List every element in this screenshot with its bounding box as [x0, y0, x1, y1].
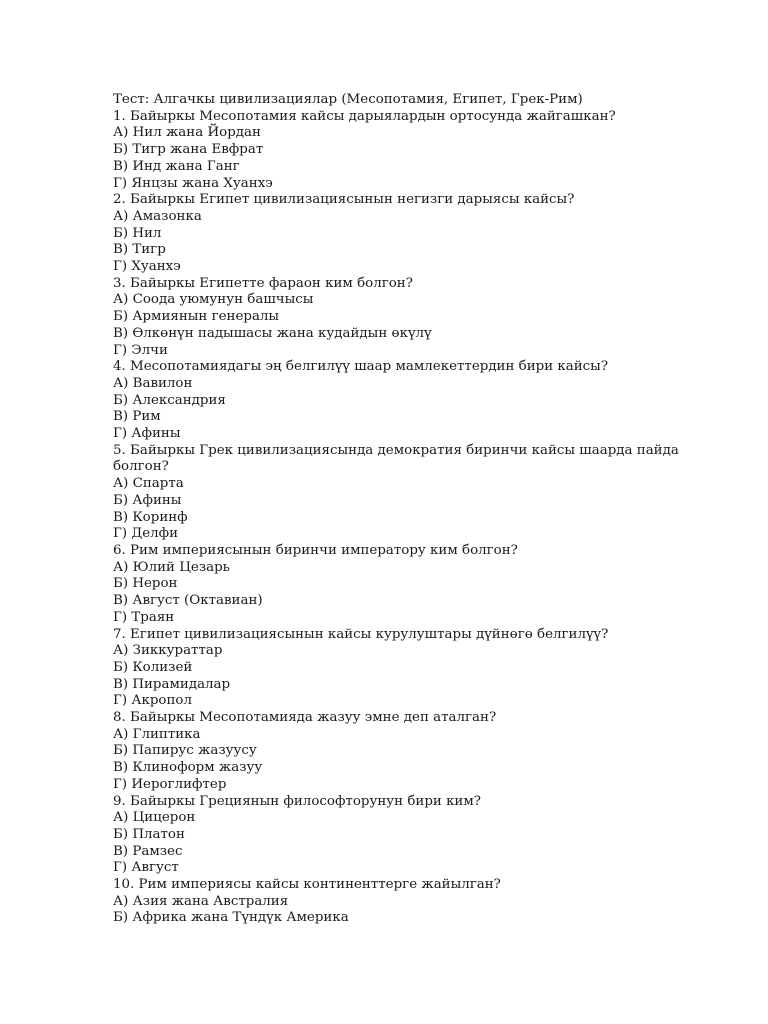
question-4-option-c: В) Рим — [113, 409, 161, 425]
question-1: 1. Байыркы Месопотамия кайсы дарыялардын ортосунда жайгашкан? — [113, 108, 616, 124]
question-7-option-d: Г) Акропол — [113, 693, 192, 709]
document-body — [113, 92, 733, 927]
question-1-option-a: А) Нил жана Йордан — [113, 125, 261, 141]
question-8: 8. Байыркы Месопотамияда жазуу эмне деп аталган? — [113, 710, 497, 726]
question-7-option-c: В) Пирамидалар — [113, 676, 231, 692]
question-2-option-c: В) Тигр — [113, 242, 166, 258]
question-2: 2. Байыркы Египет цивилизациясынын негизги дарыясы кайсы? — [113, 192, 575, 208]
question-6-option-d: Г) Траян — [113, 609, 175, 625]
question-1-option-c: В) Инд жана Ганг — [113, 158, 240, 174]
question-1-option-d: Г) Янцзы жана Хуанхэ — [113, 175, 273, 191]
question-9-option-a: А) Цицерон — [113, 810, 196, 826]
question-5-option-d: Г) Делфи — [113, 526, 179, 542]
question-6-option-a: А) Юлий Цезарь — [113, 559, 230, 575]
question-5-option-b: Б) Афины — [113, 492, 182, 508]
question-9-option-b: Б) Платон — [113, 826, 185, 842]
question-3-option-b: Б) Армиянын генералы — [113, 309, 280, 325]
question-8-option-d: Г) Иероглифтер — [113, 776, 227, 792]
question-2-option-b: Б) Нил — [113, 225, 162, 241]
question-3-option-d: Г) Элчи — [113, 342, 168, 358]
question-9-option-d: Г) Август — [113, 860, 179, 876]
question-10-option-a: А) Азия жана Австралия — [113, 893, 289, 909]
question-4-option-b: Б) Александрия — [113, 392, 226, 408]
question-9: 9. Байыркы Грециянын философторунун бири ким? — [113, 793, 481, 809]
question-8-option-a: А) Глиптика — [113, 726, 201, 742]
question-7-option-a: А) Зиккураттар — [113, 643, 223, 659]
question-2-option-a: А) Амазонка — [113, 208, 202, 224]
question-9-option-c: В) Рамзес — [113, 843, 183, 859]
question-3-option-a: А) Соода уюмунун башчысы — [113, 292, 314, 308]
question-10-option-b: Б) Африка жана Түндүк Америка — [113, 910, 349, 926]
question-5-option-c: В) Коринф — [113, 509, 188, 525]
question-4-option-a: А) Вавилон — [113, 375, 193, 391]
question-6: 6. Рим империясынын биринчи императору ким болгон? — [113, 542, 518, 558]
question-5: 5. Байыркы Грек цивилизациясында демократия биринчи кайсы шаарда пайда болгон? — [113, 442, 679, 475]
question-4: 4. Месопотамиядагы эң белгилүү шаар мамлекеттердин бири кайсы? — [113, 359, 609, 375]
question-1-option-b: Б) Тигр жана Евфрат — [113, 142, 264, 158]
question-3-option-c: В) Өлкөнүн падышасы жана кудайдын өкүлү — [113, 325, 432, 341]
question-6-option-b: Б) Нерон — [113, 576, 178, 592]
question-4-option-d: Г) Афины — [113, 426, 181, 442]
question-7-option-b: Б) Колизей — [113, 659, 193, 675]
question-8-option-c: В) Клиноформ жазуу — [113, 760, 263, 776]
test-title: Тест: Алгачкы цивилизациялар (Месопотамия, Египет, Грек-Рим) — [113, 92, 583, 107]
question-6-option-c: В) Август (Октавиан) — [113, 593, 263, 609]
question-3: 3. Байыркы Египетте фараон ким болгон? — [113, 275, 413, 291]
question-7: 7. Египет цивилизациясынын кайсы курулуштары дүйнөгө белгилүү? — [113, 626, 609, 642]
question-10: 10. Рим империясы кайсы континенттерге жайылган? — [113, 877, 501, 893]
question-5-option-a: А) Спарта — [113, 476, 184, 492]
question-8-option-b: Б) Папирус жазуусу — [113, 743, 257, 759]
question-2-option-d: Г) Хуанхэ — [113, 259, 181, 275]
